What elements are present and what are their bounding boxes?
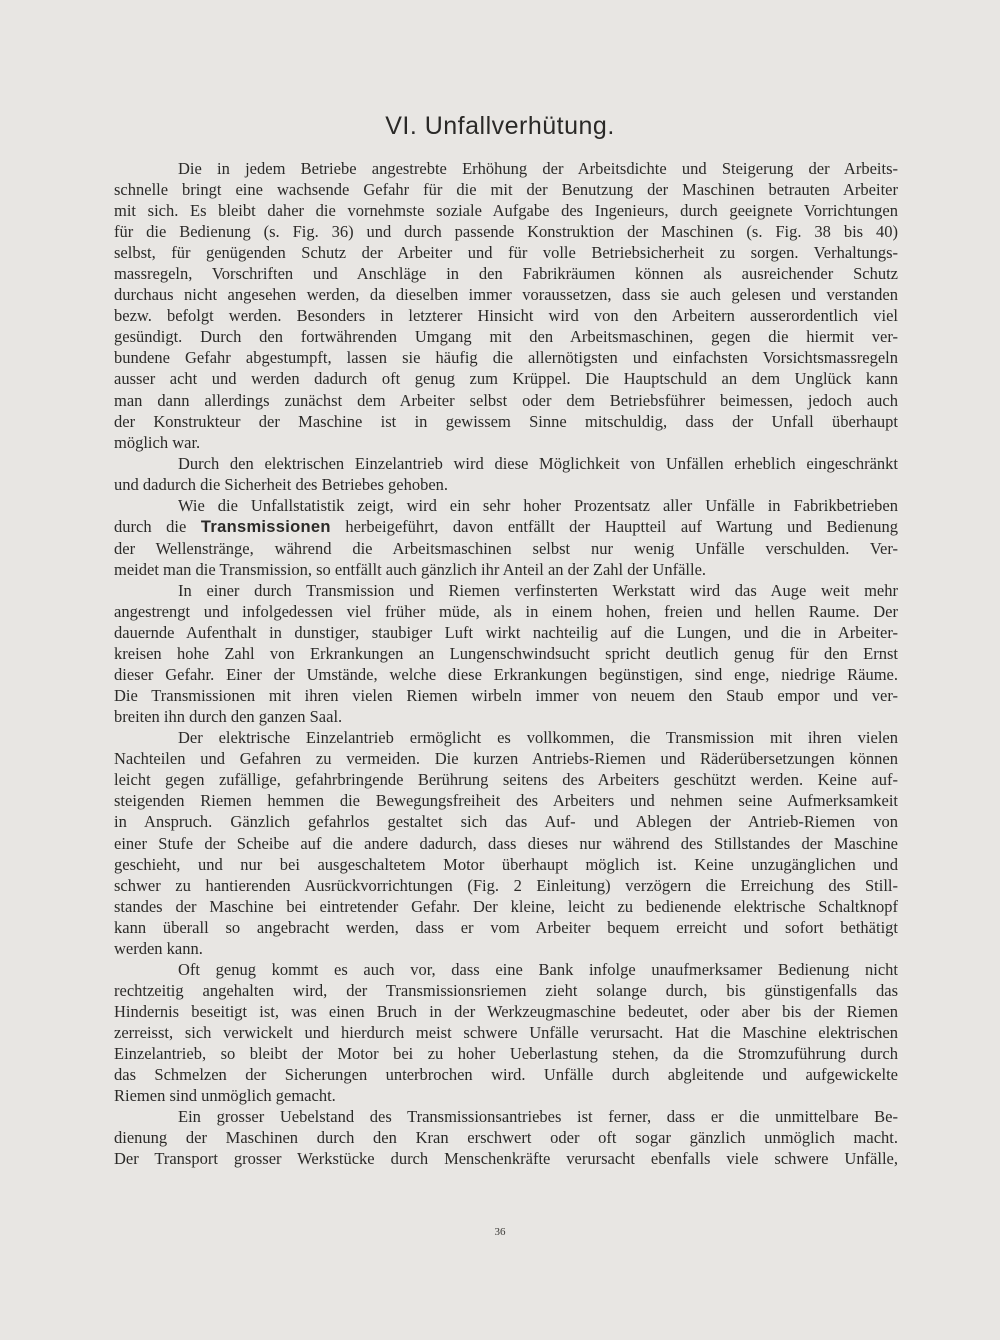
text-line: und dadurch die Sicherheit des Betriebes gehoben. xyxy=(114,474,449,494)
text-line: werden kann. xyxy=(114,938,203,958)
text-line: gesündigt. Durch den fortwährenden Umgang mit den Arbeitsmaschinen, gegen die hiermit ver- xyxy=(114,327,898,347)
text-line: geschieht, und nur bei ausgeschaltetem Motor überhaupt möglich ist. Keine unzugänglichen und xyxy=(114,854,898,874)
text-line: der Konstrukteur der Maschine ist in gewissem Sinne mitschuldig, dass der Unfall überhaupt xyxy=(114,411,898,431)
text-line: das Schmelzen der Sicherungen unterbrochen wird. Unfälle durch abgleitende und aufgewickelte xyxy=(114,1065,898,1085)
text-line: Durch den elektrischen Einzelantrieb wird diese Möglichkeit von Unfällen erheblich eingeschränkt xyxy=(178,453,898,473)
text-line: schwer zu hantierenden Ausrückvorrichtungen (Fig. 2 Einleitung) verzögern die Erreichung des Still- xyxy=(114,875,898,895)
text-line: Die in jedem Betriebe angestrebte Erhöhung der Arbeitsdichte und Steigerung der Arbeits- xyxy=(178,159,898,178)
text-fragment: herbeigeführt, davon entfällt der Hauptteil auf Wartung und Bedienung xyxy=(330,516,898,536)
body-text xyxy=(114,158,898,1169)
text-line: breiten ihn durch den ganzen Saal. xyxy=(114,707,343,727)
text-line: steigenden Riemen hemmen die Bewegungsfreiheit des Arbeiters und nehmen seine Aufmerksamkeit xyxy=(114,791,898,811)
text-line: Nachteilen und Gefahren zu vermeiden. Die kurzen Antriebs-Riemen und Räderübersetzungen können xyxy=(114,749,898,769)
text-line: In einer durch Transmission und Riemen verfinsterten Werkstatt wird das Auge weit mehr xyxy=(178,580,898,600)
text-line: für die Bedienung (s. Fig. 36) und durch passende Konstruktion der Maschinen (s. Fig. 38 bis 40) xyxy=(114,222,898,242)
text-line: massregeln, Vorschriften und Anschläge in den Fabrikräumen können als ausreichender Schutz xyxy=(114,264,898,284)
text-line-emphasis xyxy=(114,516,898,538)
text-line: Der elektrische Einzelantrieb ermöglicht es vollkommen, die Transmission mit ihren vielen xyxy=(178,728,898,748)
text-line: schnelle bringt eine wachsende Gefahr für die mit der Benutzung der Maschinen betrauten Arbeiter xyxy=(114,180,898,200)
text-line: Riemen sind unmöglich gemacht. xyxy=(114,1086,336,1106)
text-line: in Anspruch. Gänzlich gefahrlos gestaltet sich das Auf- und Ablegen der Antrieb-Riemen von xyxy=(114,812,898,832)
text-line: möglich war. xyxy=(114,432,201,452)
text-line: Hindernis beseitigt ist, was einen Bruch in der Werkzeugmaschine bedeutet, oder aber bis der Riemen xyxy=(114,1001,898,1021)
text-line: bundene Gefahr abgestumpft, lassen sie häufig die allernötigsten und einfachsten Vorsichtsmassregeln xyxy=(114,348,898,368)
text-line: Ein grosser Uebelstand des Transmissionsantriebes ist ferner, dass er die unmittelbare Be- xyxy=(178,1107,898,1127)
text-line: Einzelantrieb, so bleibt der Motor bei zu hoher Ueberlastung stehen, da die Stromzuführung durch xyxy=(114,1043,898,1063)
text-line: man dann allerdings zunächst dem Arbeiter selbst oder dem Betriebsführer beimessen, jedoch auch xyxy=(114,390,898,410)
text-line: dienung der Maschinen durch den Kran erschwert oder oft sogar gänzlich unmöglich macht. xyxy=(114,1128,898,1148)
text-line: einer Stufe der Scheibe auf die andere dadurch, dass dieses nur während des Stillstandes der Maschine xyxy=(114,833,898,853)
text-line: angestrengt und infolgedessen viel früher müde, als in einem hohen, freien und hellen Raume. Der xyxy=(114,601,898,621)
text-line: zerreisst, sich verwickelt und hierdurch meist schwere Unfälle verursacht. Hat die Maschine elektrischen xyxy=(114,1022,898,1042)
chapter-title: VI. Unfallverhütung. xyxy=(385,112,615,140)
text-line: meidet man die Transmission, so entfällt auch gänzlich ihr Anteil an der Zahl der Unfälle. xyxy=(114,559,707,579)
text-line: durchaus nicht angesehen werden, da dieselben immer voraussetzen, dass sie auch gelesen und verstanden xyxy=(114,285,898,305)
text-line: Die Transmissionen mit ihren vielen Riemen wirbeln immer von neuem den Staub empor und ver- xyxy=(114,686,898,706)
text-line: selbst, für genügenden Schutz der Arbeiter und für volle Betriebsicherheit zu sorgen. Verhaltungs- xyxy=(114,243,898,263)
text-line: kreisen hohe Zahl von Erkrankungen an Lungenschwindsucht spricht deutlich genug für den Ernst xyxy=(114,644,898,664)
text-line: rechtzeitig angehalten wird, der Transmissionsriemen zieht solange durch, bis günstigenfalls das xyxy=(114,980,898,1000)
text-line: kann überall so angebracht werden, dass er vom Arbeiter bequem erreicht und sofort bethätigt xyxy=(114,917,898,937)
text-line: Der Transport grosser Werkstücke durch Menschenkräfte verursacht ebenfalls viele schwere Unfälle, xyxy=(114,1149,898,1169)
text-line: Oft genug kommt es auch vor, dass eine Bank infolge unaufmerksamer Bedienung nicht xyxy=(178,959,898,979)
text-line: leicht gegen zufällige, gefahrbringende Berührung seitens des Arbeiters geschützt werden. Keine auf- xyxy=(114,770,898,790)
text-line: bezw. befolgt werden. Besonders in letzterer Hinsicht wird von den Arbeitern ausserordentlich viel xyxy=(114,306,898,326)
page-number: 36 xyxy=(494,1226,506,1238)
text-line: standes der Maschine bei eintretender Gefahr. Der kleine, leicht zu bedienende elektrische Schaltknopf xyxy=(114,896,898,916)
text-line: dieser Gefahr. Einer der Umstände, welche diese Erkrankungen begünstigen, sind enge, niedrige Räume. xyxy=(114,665,898,685)
text-line: mit sich. Es bleibt daher die vornehmste soziale Aufgabe des Ingenieurs, durch geeignete Vorrichtungen xyxy=(114,201,898,221)
text-line: der Wellenstränge, während die Arbeitsmaschinen selbst nur wenig Unfälle verschulden. Ver- xyxy=(114,538,898,558)
text-line: Wie die Unfallstatistik zeigt, wird ein sehr hoher Prozentsatz aller Unfälle in Fabrikbetrieben xyxy=(178,495,898,515)
emphasized-term: Transmissionen xyxy=(200,517,331,536)
text-line: dauernde Aufenthalt in dunstiger, staubiger Luft wirkt nachteilig auf die Lungen, und die in Arbeiter- xyxy=(114,623,898,643)
text-line: ausser acht und werden dadurch oft genug zum Krüppel. Die Hauptschuld an dem Unglück kann xyxy=(114,369,898,389)
text-fragment: durch die xyxy=(114,516,201,536)
